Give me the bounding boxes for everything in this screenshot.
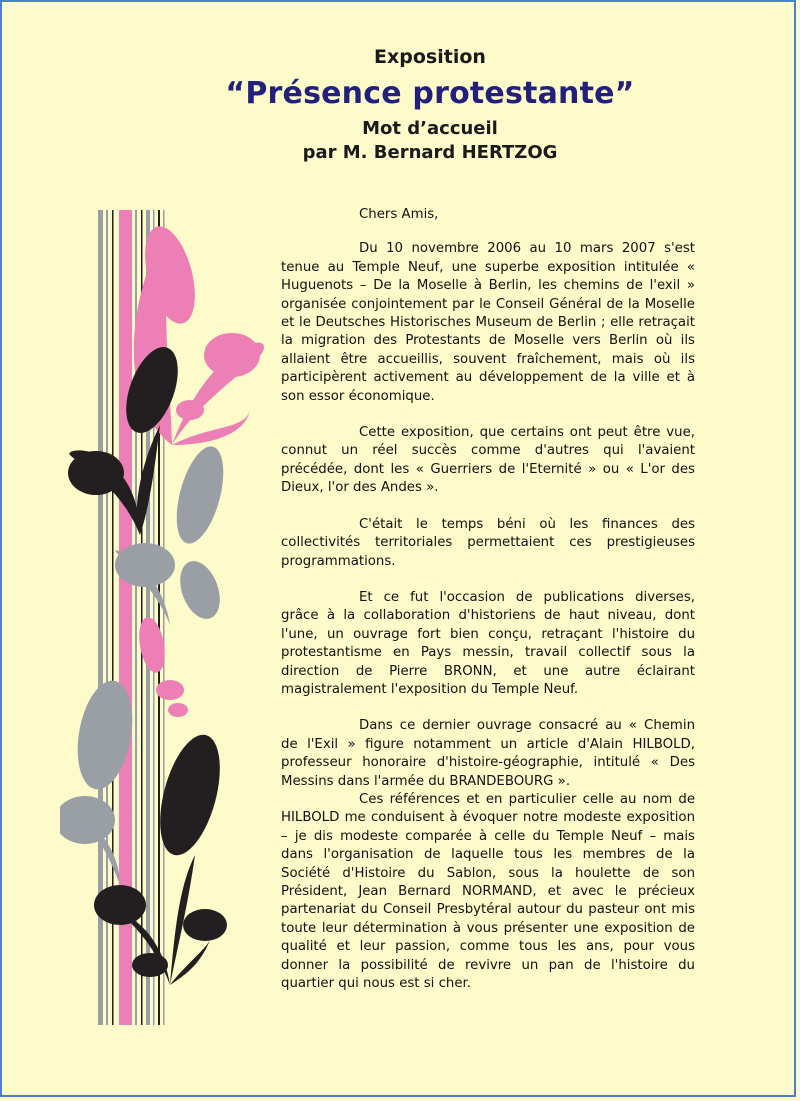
page-title: “Présence protestante”: [225, 76, 635, 111]
letter-body: [281, 206, 695, 993]
paragraph: Et ce fut l'occasion de publications diverses, grâce à la collaboration d'historiens de haut niveau, dont l'une, un ouvrage fort bien conçu, retraçant l'histoire du protestantisme en Pays messin, travail collectif sous la direction de Pierre BRONN, et une autre éclairant magistralement l'exposition du Temple Neuf.: [281, 589, 695, 697]
paragraph: Cette exposition, que certains ont peut être vue, connut un réel succès comme d'autres qui l'avaient précédée, dont les « Guerriers de l'Eternité » ou « L'or des Dieux, l'or des Andes ».: [281, 425, 695, 496]
exposition-label: Exposition: [374, 46, 486, 68]
paragraph: Dans ce dernier ouvrage consacré au « Chemin de l'Exil » figure notamment un article d'Alain HILBOLD, professeur honoraire d'histoire-géographie, intitulé « Des Messins dans l'armée du BRANDEBOURG ».: [281, 718, 695, 789]
author-line: par M. Bernard HERTZOG: [302, 142, 558, 163]
paragraph: C'était le temps béni où les finances des collectivités territoriales permettaient ces prestigieuses programmations.: [281, 516, 695, 569]
floral-swirl-icon: [60, 205, 280, 1030]
paragraph: Du 10 novembre 2006 au 10 mars 2007 s'est tenue au Temple Neuf, une superbe exposition intitulée « Huguenots – De la Moselle à Berlin, les chemins de l'exil » organisée conjointement par le Conseil Général de la Moselle et le Deutsches Historisches Museum de Berlin ; elle retraçait la migration des Protestants de Moselle vers Berlin où ils allaient être accueillis, souvent fraîchement, mais où ils participèrent activement au développement de la ville et à son essor économique.: [281, 241, 695, 404]
paragraph: Ces références et en particulier celle au nom de HILBOLD me conduisent à évoquer notre modeste exposition – je dis modeste comparée à celle du Temple Neuf – mais dans l'organisation de laquelle tous les membres de la Société d'Histoire du Sablon, sous la houlette de son Président, Jean Bernard NORMAND, et avec le précieux partenariat du Conseil Presbytéral autour du pasteur ont mis toute leur détermination à vous présenter une exposition de qualité et leur passion, comme tous les ans, pour vous donner la possibilité de revivre un pan de l'histoire du quartier qui nous est si cher.: [281, 791, 695, 992]
greeting: Chers Amis,: [359, 207, 439, 222]
subtitle: Mot d’accueil: [362, 118, 498, 139]
